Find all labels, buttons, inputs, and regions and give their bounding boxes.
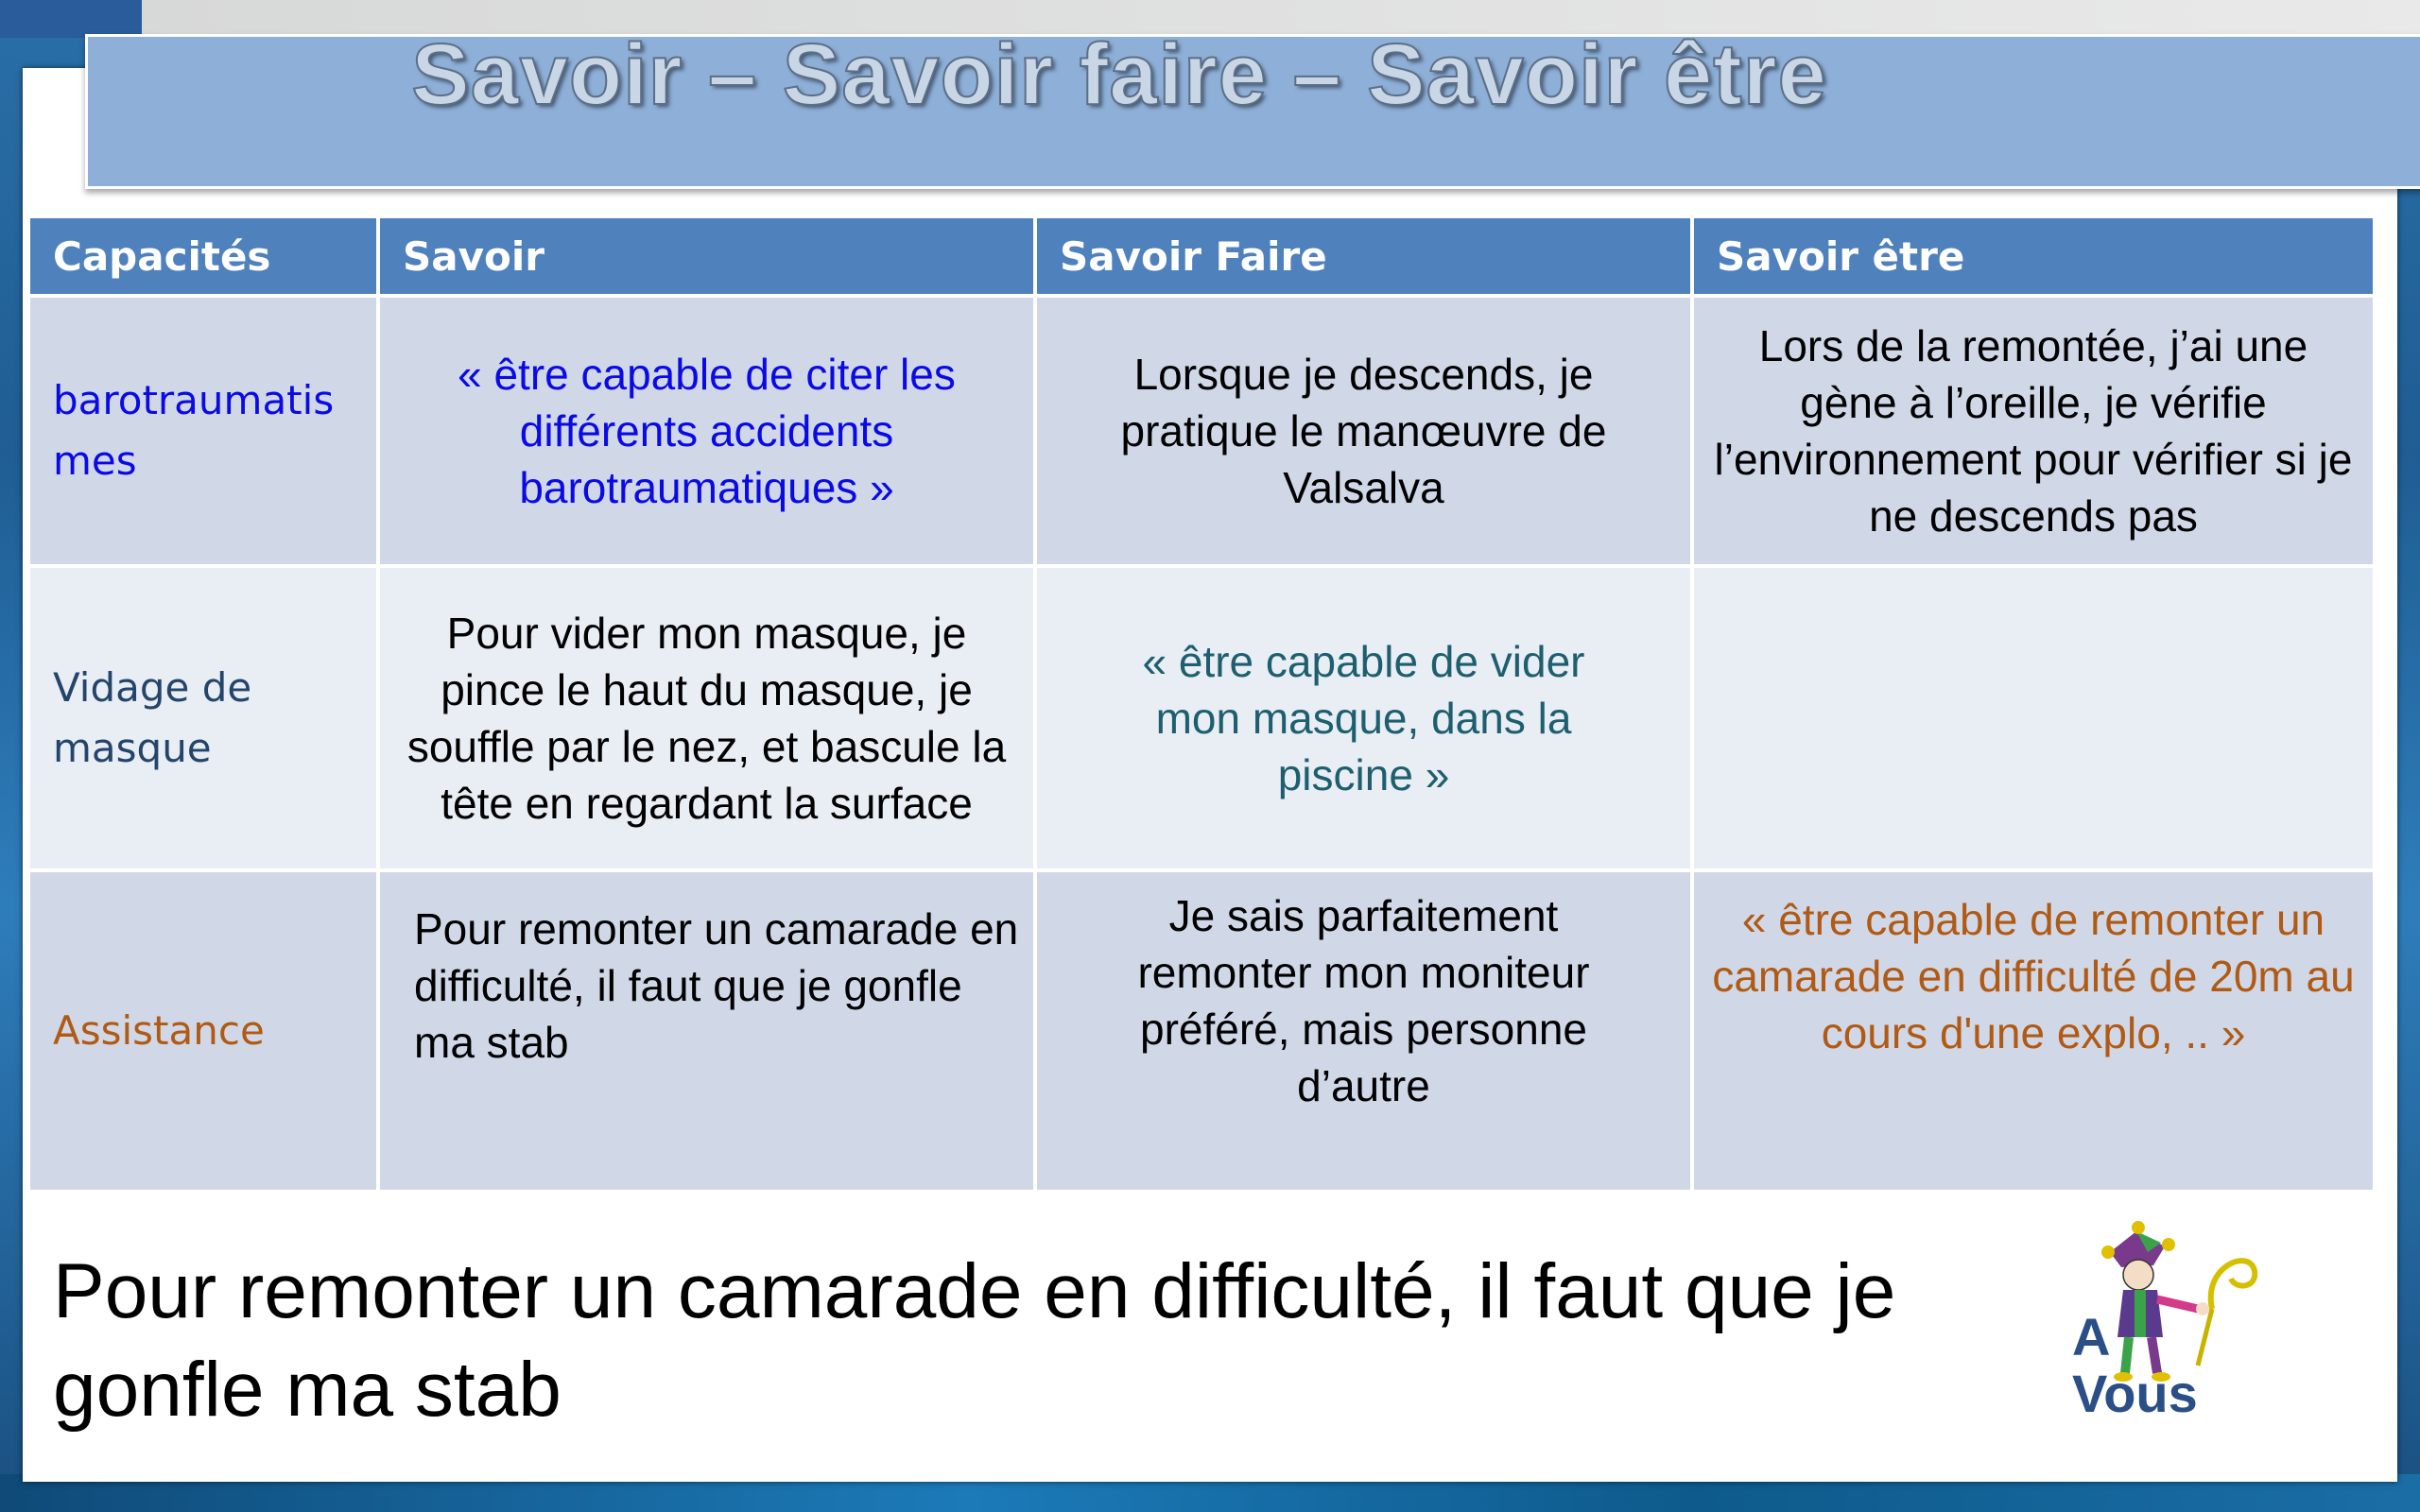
savoir-text: Pour remonter un camarade en difficulté, il faut que je gonfle ma stab — [414, 904, 1019, 1067]
header-savoir-faire: Savoir Faire — [1035, 216, 1692, 296]
table-row-assistance — [28, 870, 2375, 1192]
savoir-faire-text: « être capable de vider mon masque, dans la piscine » — [1142, 637, 1585, 799]
savoir-text: Pour vider mon masque, je pince le haut du masque, je souffle par le nez, et bascule la tête en regardant la surface — [406, 609, 1007, 828]
table-row-vidage-de-masque — [28, 566, 2375, 870]
savoir-etre-cell — [1692, 566, 2375, 870]
header-capacites: Capacités — [28, 216, 378, 296]
savoir-faire-cell — [1035, 870, 1692, 1192]
header-savoir-etre: Savoir être — [1692, 216, 2375, 296]
savoir-faire-cell — [1035, 296, 1692, 566]
savoir-faire-text: Je sais parfaitement remonter mon moniteur préféré, mais personne d’autre — [1137, 891, 1590, 1110]
header-savoir: Savoir — [378, 216, 1035, 296]
capacity-cell — [28, 296, 378, 566]
capacity-cell — [28, 870, 378, 1192]
bottom-statement: Pour remonter un camarade en difficulté, il faut que je gonfle ma stab — [53, 1248, 1896, 1433]
capacity-label: Assistance — [53, 1007, 265, 1054]
capacity-label: Vidage de masque — [53, 664, 252, 771]
savoir-text: « être capable de citer les différents accidents barotraumatiques » — [458, 350, 956, 512]
savoir-etre-text: « être capable de remonter un camarade en difficulté de 20m au cours d'une explo, .. » — [1712, 895, 2355, 1057]
savoir-cell — [378, 870, 1035, 1192]
slide-title: Savoir – Savoir faire – Savoir être — [411, 26, 1827, 123]
table-header-row — [28, 216, 2375, 296]
savoir-etre-cell — [1692, 870, 2375, 1192]
capacity-label: barotraumatismes — [53, 377, 335, 484]
mascot-label: A Vous — [2072, 1307, 2198, 1423]
savoir-faire-cell — [1035, 566, 1692, 870]
capacity-cell — [28, 566, 378, 870]
savoir-etre-cell — [1692, 296, 2375, 566]
table-row-barotraumatismes — [28, 296, 2375, 566]
savoir-faire-text: Lorsque je descends, je pratique le manœuvre de Valsalva — [1120, 350, 1607, 512]
savoir-cell — [378, 566, 1035, 870]
savoir-etre-text: Lors de la remontée, j’ai une gène à l’oreille, je vérifie l’environnement pour vérifier si je ne descends pas — [1714, 321, 2353, 541]
capacities-table — [26, 215, 2377, 1194]
savoir-cell — [378, 296, 1035, 566]
